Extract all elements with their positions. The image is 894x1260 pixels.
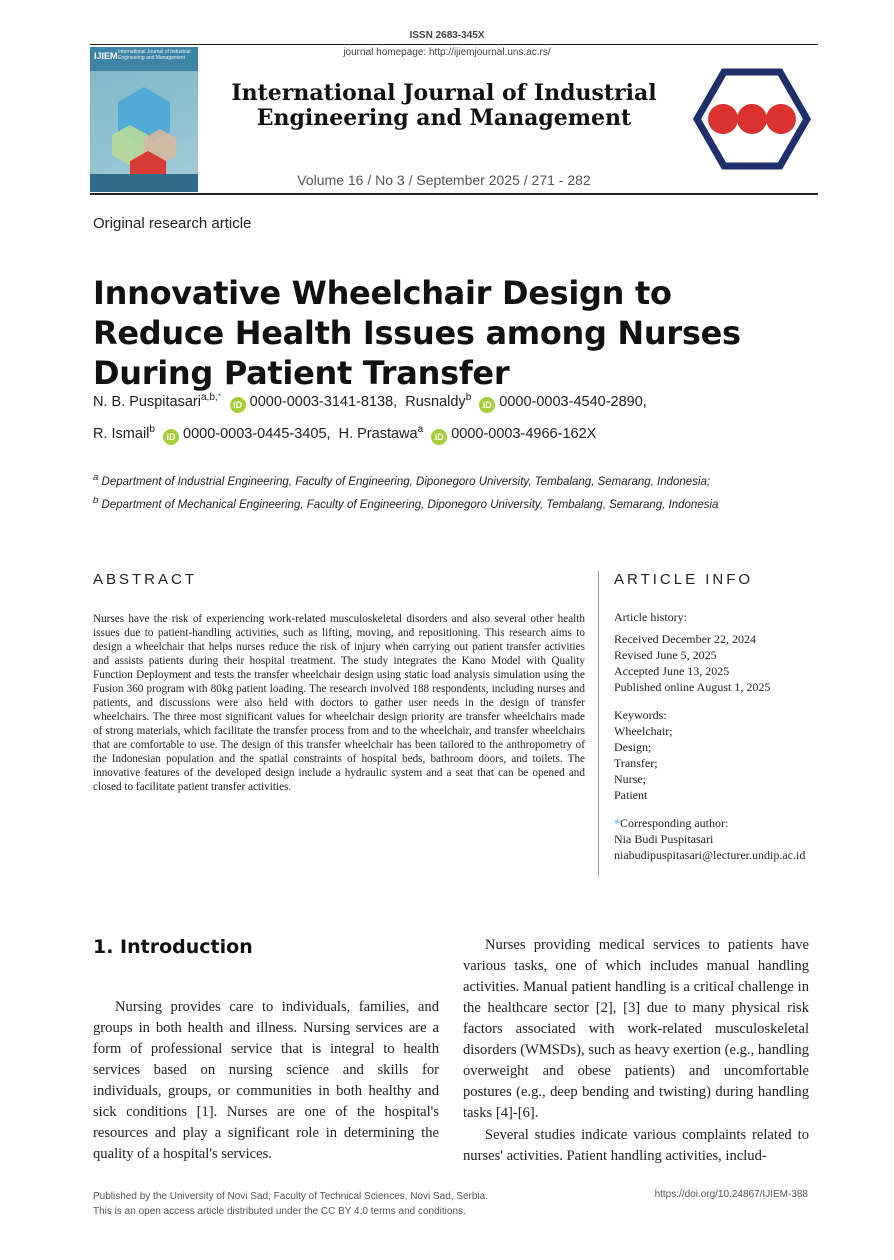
journal-homepage-link[interactable]: journal homepage: http://ijiemjournal.uns.ac.rs/ <box>343 47 551 58</box>
cover-footer-band <box>90 174 198 192</box>
orcid-icon[interactable]: iD <box>479 397 495 413</box>
doi-link[interactable]: https://doi.org/10.24867/IJIEM-388 <box>654 1189 808 1200</box>
keyword: Transfer; <box>614 756 658 770</box>
journal-title-line1: International Journal of Industrial <box>231 80 657 106</box>
journal-emblem-logo <box>692 68 812 170</box>
author-affiliation-mark: b <box>149 424 155 435</box>
orcid-icon[interactable]: iD <box>163 429 179 445</box>
cover-logo: IJIEM <box>94 51 118 61</box>
history-label: Article history: <box>614 610 687 624</box>
header-rule-top <box>90 44 818 45</box>
author-name: R. Ismail <box>93 425 150 442</box>
affiliation-mark: b <box>93 495 99 506</box>
author-name: H. Prastawa <box>338 425 418 442</box>
affiliation-mark: a <box>93 472 99 483</box>
body-paragraph: Nurses providing medical services to patients have various tasks, one of which includes manual handling activities. Manual patient handling is a critical challenge in the healthcare sector [2], [3] due to many physical risk factors associated with work-related musculoskeletal disorders (WMSDs), such as heavy exertion (e.g., handling overweight and obese patients) and uncomfortable postures (e.g., deep bending and twisting) during handling tasks [4]-[6]. <box>463 937 809 1121</box>
orcid-id[interactable]: 0000-0003-3141-8138, <box>249 393 398 410</box>
footer-license <box>93 1189 488 1219</box>
header-rule-bottom <box>90 193 818 195</box>
paper-title: Innovative Wheelchair Design to Reduce Health Issues among Nurses During Patient Transfer <box>93 274 741 392</box>
corresponding-author-name: Nia Budi Puspitasari <box>614 832 714 846</box>
corresponding-author-label: *Corresponding author: <box>614 816 729 830</box>
corresponding-star: * <box>217 392 222 403</box>
section-heading-introduction: 1. Introduction <box>93 936 253 958</box>
column-divider <box>598 571 599 876</box>
footer-publisher: Published by the University of Novi Sad, Faculty of Technical Sciences, Novi Sad, Serbia. <box>93 1191 489 1202</box>
abstract-text: Nurses have the risk of experiencing work-related musculoskeletal disorders and also several other health issues due to patient-handling activities, such as lifting, moving, and repositioning. This research aims to design a wheelchair that helps nurses reduce the risk of injury when carrying out patient transfer activities and assists patients during their hospital treatment. The study integrates the Kano Model with Quality Function Deployment and tests the transfer wheelchair design using static load analysis simulation using the Fusion 360 program with 80kg patient loading. The research involved 188 respondents, including nurses and patients, and discussions were also held with doctors to gather user needs in the design of transfer wheelchairs. The three most significant values for wheelchair design priority are transfer wheelchairs made of strong materials, which facilitate the transfer process from and to the wheelchair, and transfer wheelchairs that are comfortable to use. The design of this transfer wheelchair has been tailored to the anthropometry of the Indonesian population and the spatial constraints of hospital beds, bathroom doors, and toilets. The innovative features of the developed design include a hydraulic system and a seat that can be opened and closed to facilitate patient transfer activities. <box>93 613 585 793</box>
orcid-id[interactable]: 0000-0003-4540-2890, <box>499 393 647 410</box>
article-type: Original research article <box>93 215 252 232</box>
body-paragraph: Nursing provides care to individuals, families, and groups in both health and illness. Nursing services are a form of professional service that is integral to health services based on nursing science and skills for individuals, groups, or communities in both healthy and sick conditions [1]. Nurses are one of the hospital's resources and play a significant role in determining the quality of a hospital's services. <box>93 999 439 1162</box>
issn: ISSN 2683-345X <box>409 30 485 41</box>
journal-title <box>226 81 662 131</box>
orcid-id[interactable]: 0000-0003-0445-3405, <box>183 425 331 442</box>
corresponding-author-email[interactable]: niabudipuspitasari@lecturer.undip.ac.id <box>614 848 806 862</box>
keyword: Design; <box>614 740 652 754</box>
article-info-panel <box>614 609 824 863</box>
author-affiliation-mark: a <box>417 424 424 435</box>
keywords-label: Keywords: <box>614 708 667 722</box>
abstract-heading: ABSTRACT <box>93 571 198 588</box>
journal-cover-image <box>90 47 198 192</box>
affiliation-a <box>93 472 710 488</box>
keyword: Patient <box>614 788 648 802</box>
authors-line-1 <box>93 392 647 413</box>
author-name: Rusnaldy <box>405 393 466 410</box>
article-info-heading: ARTICLE INFO <box>614 571 754 588</box>
journal-title-line2: Engineering and Management <box>256 105 632 131</box>
corresponding-star: * <box>614 816 620 830</box>
author-name: N. B. Puspitasari <box>93 393 201 410</box>
cover-hexagons-graphic <box>90 47 198 192</box>
affiliation-text: Department of Mechanical Engineering, Faculty of Engineering, Diponegoro University, Tembalang, Semarang, Indonesia <box>101 498 719 511</box>
orcid-id[interactable]: 0000-0003-4966-162X <box>451 425 597 442</box>
keyword: Nurse; <box>614 772 646 786</box>
accepted-date: Accepted June 13, 2025 <box>614 664 730 678</box>
body-paragraph: Several studies indicate various complaints related to nurses' activities. Patient handling activities, includ- <box>463 1127 809 1164</box>
authors-line-2 <box>93 424 596 445</box>
received-date: Received December 22, 2024 <box>614 632 756 646</box>
author-affiliation-mark: b <box>465 392 472 403</box>
affiliation-text: Department of Industrial Engineering, Faculty of Engineering, Diponegoro University, Tembalang, Semarang, Indonesia; <box>101 475 711 488</box>
orcid-icon[interactable]: iD <box>230 397 246 413</box>
footer-license-text: This is an open access article distributed under the CC BY 4.0 terms and conditions. <box>93 1206 466 1217</box>
cover-title: International Journal of Industrial Engineering and Management <box>118 49 191 61</box>
revised-date: Revised June 5, 2025 <box>614 648 717 662</box>
published-date: Published online August 1, 2025 <box>614 680 771 694</box>
affiliation-b <box>93 495 718 511</box>
volume-info: Volume 16 / No 3 / September 2025 / 271 - 282 <box>297 172 591 188</box>
keyword: Wheelchair; <box>614 724 673 738</box>
orcid-icon[interactable]: iD <box>431 429 447 445</box>
author-affiliation-mark: a,b, <box>201 392 218 403</box>
